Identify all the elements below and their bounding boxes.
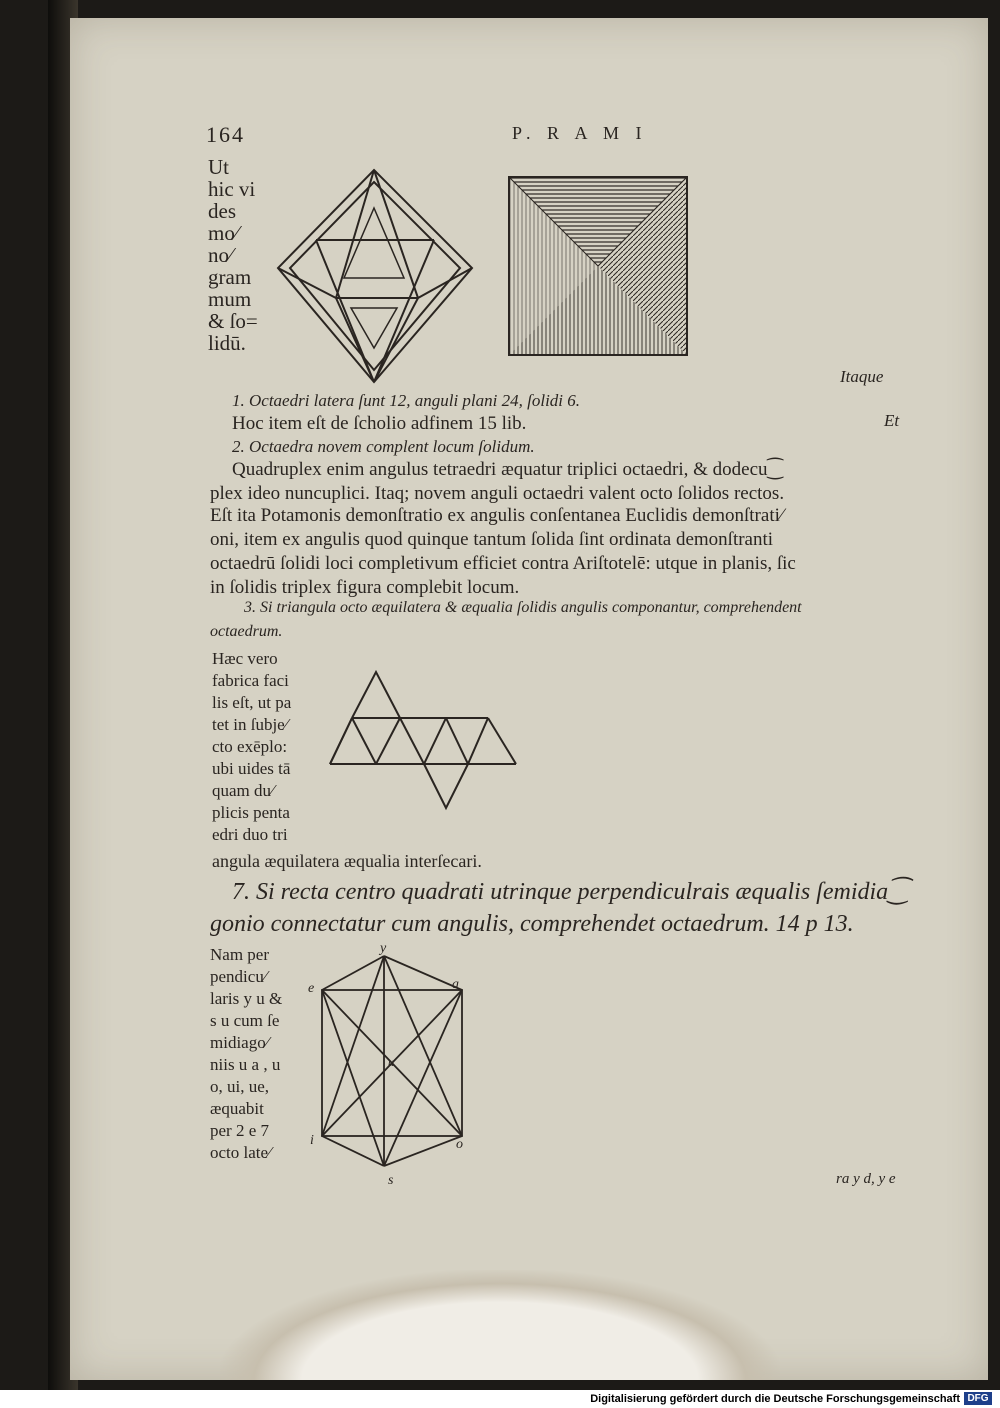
body-line: oni, item ex angulis quod quinque tantum ſolida ſint ordinata demonſtranti [210,529,774,550]
page-number: 164 [206,122,245,147]
catchword-itaque: Itaque [840,367,884,386]
proposition-3: 3. Si triangula octo æquilatera & æqualia ſolidis angulis componantur, comprehendent [244,599,802,616]
margin-line: lidū. [208,331,246,355]
margin-line: laris y u & [210,989,283,1008]
margin-line: tet in ſubje⁄ [212,715,288,734]
margin-line: edri duo tri [212,825,288,844]
margin-line: mo⁄ [208,221,239,245]
margin-line: cto exēplo: [212,737,288,756]
octahedron-perspective-figure [276,168,474,384]
proposition-1: 1. Octaedri latera ſunt 12, anguli plani 24, ſolidi 6. [232,391,581,410]
margin-line: no⁄ [208,243,233,267]
proposition-7: 7. Si recta centro quadrati utrinque perpendiculrais æqualis ſemidia⁐ [232,879,908,905]
margin-line: gram [208,265,252,289]
margin-line: octo late⁄ [210,1143,271,1162]
octahedron-net-figure [328,668,518,812]
proposition-1-note: Hoc item eſt de ſcholio adfinem 15 lib. [232,413,527,434]
label-s: s [388,1173,394,1188]
body-line: in ſolidis triplex figura complebit locum. [210,577,520,598]
label-i: i [310,1133,314,1148]
body-line: plex ideo nuncuplici. Itaq; novem anguli octaedri valent octo ſolidos rectos. [210,483,785,504]
margin-line: & ſo= [208,309,258,333]
octahedron-construction-diagram [304,938,484,1190]
margin-line: per 2 e 7 [210,1121,270,1140]
label-u: u [388,1055,394,1069]
running-title: P. R A M I [512,123,648,143]
proposition-7-end: gonio connectatur cum angulis, comprehendet octaedrum. 14 p 13. [210,911,854,937]
body-line: Quadruplex enim angulus tetraedri æquatur triplici octaedri, & dodecu⁐ [232,459,783,480]
margin-line: mum [208,287,252,311]
margin-line: Ut [208,155,229,179]
body-line: octaedrū ſolidi loci completivum efficiet contra Ariſtotelē: utque in planis, ſic [210,553,796,574]
label-o: o [456,1137,463,1152]
proposition-2: 2. Octaedra novem complent locum ſolidum. [232,437,535,456]
margin-line: midiago⁄ [210,1033,269,1052]
margin-note-2-tail: angula æquilatera æqualia interſecari. [212,851,482,871]
margin-line: Nam per [210,945,270,964]
catchword-et: Et [884,411,900,430]
margin-line: ubi uides tā [212,759,291,778]
margin-line: des [208,199,236,223]
margin-line: s u cum ſe [210,1011,280,1030]
margin-line: o, ui, ue, [210,1077,270,1096]
proposition-3-end: octaedrum. [210,623,283,640]
footer-credit: Digitalisierung gefördert durch die Deutsche Forschungsgemeinschaft [590,1393,960,1405]
margin-line: quam du⁄ [212,781,274,800]
margin-note-3 [210,944,310,1164]
octahedron-top-view-figure [508,176,688,356]
margin-line: plicis penta [212,803,290,822]
margin-line: pendicu⁄ [210,967,267,986]
margin-line: lis eſt, ut pa [212,693,292,712]
body-line: Eſt ita Potamonis demonſtratio ex angulis conſentanea Euclidis demonſtrati⁄ [210,505,784,526]
dfg-logo: DFG [964,1392,992,1405]
margin-line: niis u a , u [210,1055,281,1074]
catchword-ra: ra y d, y e [836,1171,896,1187]
margin-note-2 [212,648,332,846]
margin-line: fabrica faci [212,671,289,690]
margin-note-1 [208,156,278,354]
margin-line: hic vi [208,177,256,201]
label-a: a [452,977,459,992]
label-y: y [380,941,387,956]
water-stain [220,1270,780,1380]
margin-line: Hæc vero [212,649,278,668]
label-e: e [308,981,315,996]
margin-line: æquabit [210,1099,264,1118]
